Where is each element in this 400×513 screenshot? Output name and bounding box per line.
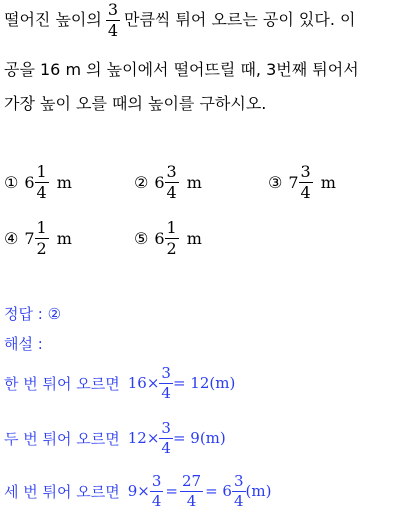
step-result: (m) bbox=[245, 482, 272, 500]
question-line-1 bbox=[4, 0, 355, 40]
solution-step-3 bbox=[4, 470, 271, 512]
solution-label: 해설 : bbox=[4, 335, 43, 353]
step-mixed-whole: = 6 bbox=[205, 482, 232, 500]
option-1[interactable] bbox=[4, 160, 72, 204]
solution-step-2 bbox=[4, 417, 226, 459]
option-marker: ④ bbox=[4, 228, 19, 248]
step-equals: = bbox=[165, 482, 178, 500]
step-denominator: 4 bbox=[186, 491, 197, 510]
option-unit: m bbox=[320, 172, 336, 192]
step-fraction bbox=[159, 418, 173, 457]
step-text: 두 번 튀어 오르면 bbox=[4, 429, 120, 448]
step-numerator: 3 bbox=[161, 418, 171, 437]
fraction-numerator: 3 bbox=[107, 0, 119, 19]
option-denominator: 2 bbox=[166, 238, 177, 258]
option-unit: m bbox=[56, 172, 72, 192]
answer-label: 정답 : ② bbox=[4, 305, 62, 323]
step-result: = 9(m) bbox=[172, 429, 226, 447]
option-marker: ⑤ bbox=[134, 228, 149, 248]
step-denominator: 4 bbox=[161, 438, 171, 457]
option-denominator: 4 bbox=[166, 182, 177, 202]
option-whole: 7 bbox=[24, 228, 35, 248]
step-expression-start: 12× bbox=[127, 429, 160, 447]
step-text: 한 번 튀어 오르면 bbox=[4, 374, 120, 393]
step-fraction bbox=[150, 471, 164, 510]
option-marker: ① bbox=[4, 172, 19, 192]
option-unit: m bbox=[186, 172, 202, 192]
option-4[interactable] bbox=[4, 216, 72, 260]
option-whole: 6 bbox=[154, 228, 165, 248]
option-whole: 6 bbox=[154, 172, 165, 192]
option-fraction bbox=[35, 161, 49, 202]
option-numerator: 1 bbox=[166, 217, 177, 237]
step-denominator: 4 bbox=[161, 383, 171, 402]
option-numerator: 1 bbox=[36, 217, 47, 237]
option-numerator: 3 bbox=[166, 161, 177, 181]
step-numerator: 3 bbox=[151, 471, 162, 490]
question-line-3: 가장 높이 오를 때의 높이를 구하시오. bbox=[4, 94, 267, 113]
step-result: = 12(m) bbox=[172, 374, 236, 392]
step-numerator: 27 bbox=[182, 471, 202, 490]
step-numerator: 3 bbox=[161, 363, 171, 382]
step-expression-start: 9× bbox=[127, 482, 150, 500]
option-fraction bbox=[35, 217, 49, 258]
option-fraction bbox=[165, 217, 179, 258]
step-fraction bbox=[159, 363, 173, 402]
option-whole: 6 bbox=[24, 172, 35, 192]
option-whole: 7 bbox=[288, 172, 299, 192]
fraction-three-quarters bbox=[106, 2, 120, 39]
question-text-1b: 만큼씩 튀어 오르는 공이 있다. 이 bbox=[124, 10, 356, 29]
option-3[interactable] bbox=[268, 160, 336, 204]
option-unit: m bbox=[56, 228, 72, 248]
option-marker: ② bbox=[134, 172, 149, 192]
option-fraction bbox=[299, 161, 313, 202]
step-expression-start: 16× bbox=[127, 374, 160, 392]
option-denominator: 4 bbox=[36, 182, 47, 202]
solution-step-1 bbox=[4, 362, 235, 404]
step-fraction bbox=[232, 471, 246, 510]
option-numerator: 3 bbox=[300, 161, 311, 181]
option-numerator: 1 bbox=[36, 161, 47, 181]
question-text-1a: 떨어진 높이의 bbox=[4, 10, 102, 29]
fraction-denominator: 4 bbox=[107, 20, 119, 40]
step-fraction bbox=[180, 471, 203, 510]
step-numerator: 3 bbox=[233, 471, 244, 490]
step-denominator: 4 bbox=[233, 491, 244, 510]
option-2[interactable] bbox=[134, 160, 202, 204]
option-unit: m bbox=[186, 228, 202, 248]
option-fraction bbox=[165, 161, 179, 202]
option-denominator: 2 bbox=[36, 238, 47, 258]
option-denominator: 4 bbox=[300, 182, 311, 202]
step-denominator: 4 bbox=[151, 491, 162, 510]
option-5[interactable] bbox=[134, 216, 202, 260]
option-marker: ③ bbox=[268, 172, 283, 192]
step-text: 세 번 튀어 오르면 bbox=[4, 482, 120, 501]
question-line-2: 공을 16 m 의 높이에서 떨어뜨릴 때, 3번째 튀어서 bbox=[4, 60, 359, 79]
